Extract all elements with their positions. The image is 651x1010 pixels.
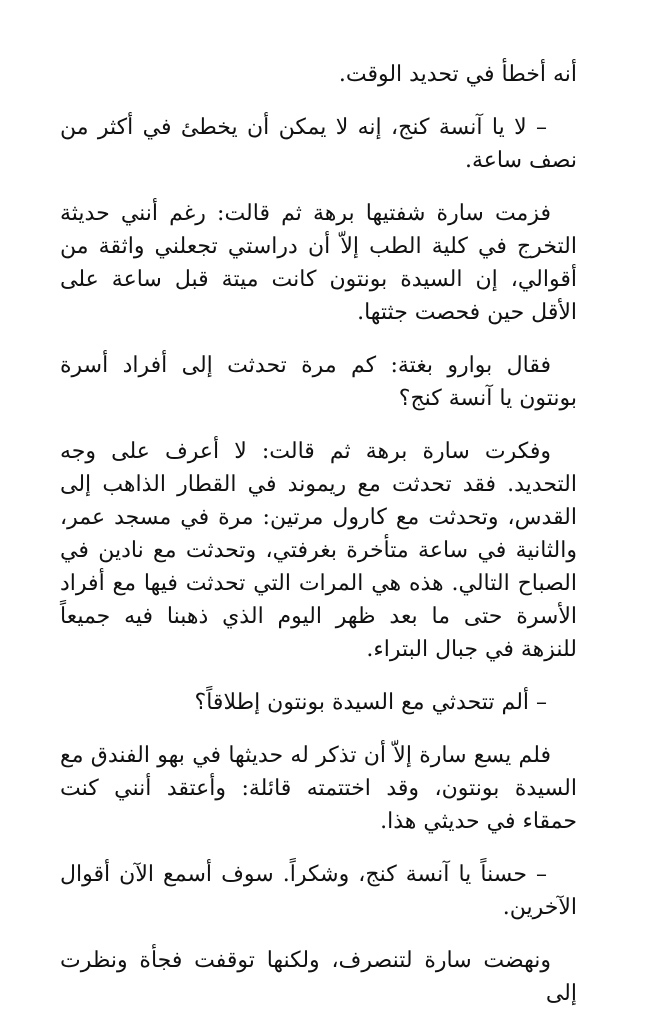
paragraph-dialog: – حسناً يا آنسة كنج، وشكراً. سوف أسمع الآن أقوال الآخرين. bbox=[60, 862, 577, 920]
paragraph-dialog: – لا يا آنسة كنج، إنه لا يمكن أن يخطئ في أكثر من نصف ساعة. bbox=[60, 115, 577, 173]
paragraph-narration: فلم يسع سارة إلاّ أن تذكر له حديثها في بهو الفندق مع السيدة بونتون، وقد اختتمته قائلة: وأعتقد أنني كنت حمقاء في حديثي هذا. bbox=[60, 743, 577, 834]
paragraph-dialog: – ألم تتحدثي مع السيدة بونتون إطلاقاً؟ bbox=[194, 690, 547, 715]
paragraph-narration: فقال بوارو بغتة: كم مرة تحدثت إلى أفراد أسرة بونتون يا آنسة كنج؟ bbox=[60, 353, 577, 411]
paragraph-narration: وفكرت سارة برهة ثم قالت: لا أعرف على وجه التحديد. فقد تحدثت مع ريموند في القطار الذاهب إلى القدس، وتحدثت مع كارول مرتين: مرة في مسجد عمر، والثانية في ساعة متأخرة بغرفتي، وتحدثت مع نادين في الصباح التالي. هذه هي المرات التي تحدثت فيها مع أفراد الأسرة حتى ما بعد ظهر اليوم الذي ذهبنا فيه جميعاً للنزهة في جبال البتراء. bbox=[60, 439, 577, 662]
paragraph-narration: ونهضت سارة لتنصرف، ولكنها توقفت فجأة ونظرت إلى bbox=[60, 948, 577, 1006]
paragraph-continuation: أنه أخطأ في تحديد الوقت. bbox=[338, 62, 577, 87]
paragraph-narration: فزمت سارة شفتيها برهة ثم قالت: رغم أنني حديثة التخرج في كلية الطب إلاّ أن دراستي تجعلني واثقة من أقوالي، إن السيدة بونتون كانت ميتة قبل ساعة على الأقل حين فحصت جثتها. bbox=[60, 201, 577, 325]
